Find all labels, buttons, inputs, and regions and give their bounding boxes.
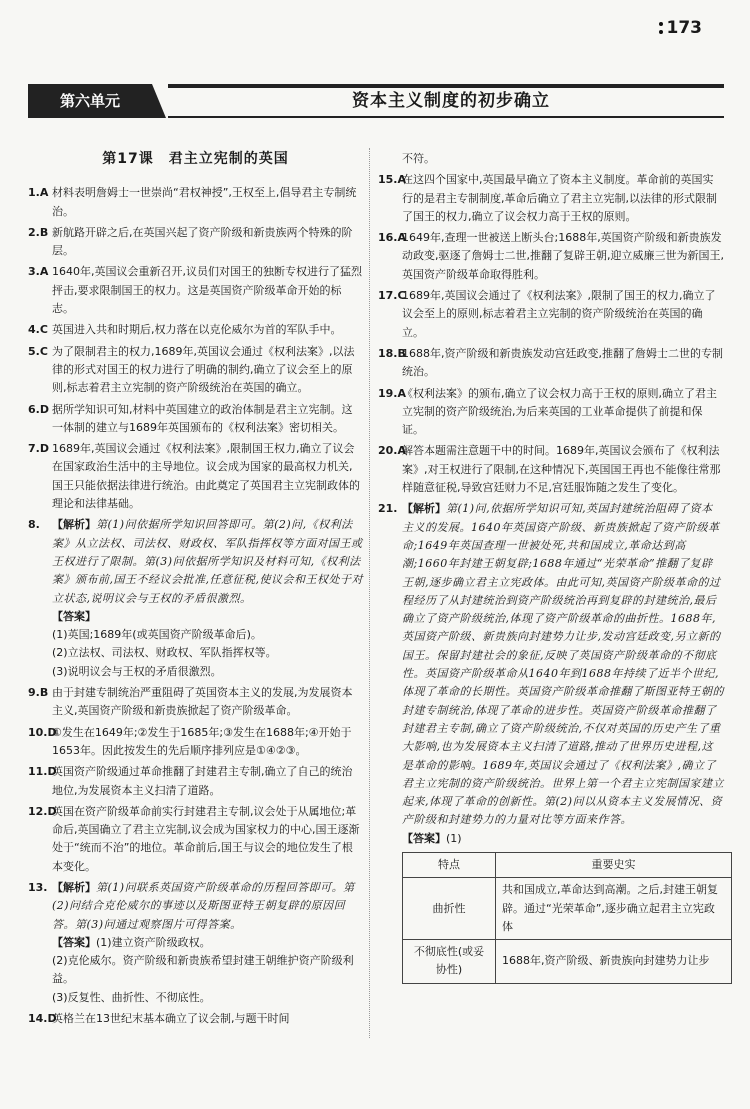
- answer-item: [28, 724, 363, 761]
- item-text: 材料表明詹姆士一世崇尚“君权神授”,王权至上,倡导君主专制统治。: [52, 186, 357, 218]
- item-text: 1649年,查理一世被送上断头台;1688年,英国资产阶级和新贵族发动政变,驱逐了詹姆士二世,推翻了复辟王朝,迎立威廉三世为新国王,英国资产阶级革命取得胜利。: [402, 231, 724, 281]
- answer-item: [28, 224, 363, 261]
- item-number: 18.B: [378, 346, 406, 360]
- answer-list-b: [28, 684, 363, 876]
- item-number: 20.A: [378, 444, 406, 458]
- answer-item-21: 21. 【解析】第(1)问,依据所学知识可知,英国封建统治阻碍了资本主义的发展。1640年英国资产阶级、新贵族掀起了资产阶级革命;1649年英国查理一世被处死,共和国成立,革命达到高潮;1660年封建王朝复辟;1688年通过“光荣革命”推翻了复辟王朝,逐步确立君主立宪政体。由此可知,英国资产阶级革命的过程经历了从封建统治到资产阶级统治再到复辟的封建统治,最后确立了资产阶级统治,体现了资产阶级革命的曲折性。1688年,英国资产阶级、新贵族向封建势力让步,发动宫廷政变,另立新的国王。保留封建社会的象征,反映了英国资产阶级革命的不彻底性。英国资产阶级革命从1640年到1688年持续了近半个世纪,体现了革命的长期性。英国资产阶级革命推翻了斯图亚特王朝的封建专制统治,体现了革命的进步性。英国资产阶级革命推翻了封建君主专制,确立了资产阶级统治,不仅对英国的历史产生了重大影响,也为发展资本主义扫清了道路,推动了世界历史进程,这是革命的影响。1689年,英国议会通过了《权利法案》,确立了君主立宪制的资产阶级统治。世界上第一个君主立宪制国家建立起来,体现了革命的创新性。第(2)问以从资本主义发展情况、资产阶级和封建势力的力量对比等方面来作答。 【答案】(1): [378, 502, 724, 845]
- item-number: 6.D: [28, 402, 49, 416]
- item-number: 3.A: [28, 265, 49, 279]
- answer-item: [28, 321, 363, 339]
- right-column: [378, 150, 724, 984]
- answer-item: [28, 263, 363, 318]
- answer-table: [402, 852, 732, 984]
- item-text: 英国资产阶级通过革命推翻了封建君主专制,确立了自己的统治地位,为发展资本主义扫清了道路。: [52, 765, 353, 797]
- answer-item-8: 8. 【解析】第(1)问依据所学知识回答即可。第(2)问,《权利法案》从立法权、司法权、财政权、军队指挥权等方面对国王或王权进行了限制。第(3)问依据所学知识及材料可知,《权利法案》颁布前,国王不经议会批准,任意征税,使议会和王权处于对立状态,说明议会与王权的矛盾很激烈。 【答案】 (1)英国;1689年(或英国资产阶级革命后)。 (2)立法权、司法权、财政权、军队指挥权等。 (3)说明议会与王权的矛盾很激烈。: [28, 518, 363, 678]
- answer-item: [28, 343, 363, 398]
- item-number: 2.B: [28, 225, 49, 239]
- table-row: 曲折性 共和国成立,革命达到高潮。之后,封建王朝复辟。通过“光荣革命”,逐步确立起君主立宪政体: [403, 878, 732, 940]
- item-number: 9.B: [28, 686, 49, 700]
- item-text: 新航路开辟之后,在英国兴起了资产阶级和新贵族两个特殊的阶层。: [52, 225, 353, 258]
- column-divider: [369, 148, 370, 1038]
- answer-item: [28, 184, 363, 221]
- item-text: 据所学知识可知,材料中英国建立的政治体制是君主立宪制。这一体制的建立与1689年英国颁布的《权利法案》密切相关。: [52, 402, 353, 434]
- answer-item: [28, 763, 363, 800]
- item-text: ①发生在1649年;②发生于1685年;③发生在1688年;④开始于1653年。因此按发生的先后顺序排列应是①④②③。: [52, 725, 352, 757]
- item-text: 1640年,英国议会重新召开,议员们对国王的独断专权进行了猛烈抨击,要求限制国王的权力。这是英国资产阶级革命开始的标志。: [52, 265, 362, 316]
- answer-item: [378, 150, 724, 168]
- item-text: 英国在资产阶级革命前实行封建君主专制,议会处于从属地位;革命后,英国确立了君主立宪制,议会成为国家权力的中心,国王逐渐处于“统而不治”的地位。革命前后,国王与议会的地位发生了根本变化。: [52, 804, 360, 873]
- item-number: 5.C: [28, 344, 48, 358]
- item-number: 19.A: [378, 386, 406, 400]
- item-number: 11.D: [28, 765, 57, 779]
- answer-item: [378, 287, 724, 342]
- item-text: 由于封建专制统治严重阻碍了英国资本主义的发展,为发展资本主义,英国资产阶级和新贵族掀起了资产阶级革命。: [52, 686, 353, 718]
- item-number: 15.A: [378, 173, 406, 187]
- item-text: 为了限制君主的权力,1689年,英国议会通过《权利法案》,以法律的形式对国王的权力进行了明确的制约,确立了议会至上的原则,标志着君主立宪制的资产阶级统治在英国的确立。: [52, 344, 355, 395]
- answer-item: [28, 684, 363, 721]
- item-number: 4.C: [28, 323, 48, 337]
- item-text: 1689年,英国议会通过《权利法案》,限制国王权力,确立了议会在国家政治生活中的主导地位。议会成为国家的最高权力机关,国王只能依据法律进行统治。由此奠定了英国君主立宪制政体的理论和法律基础。: [52, 442, 360, 511]
- answer-item: [28, 803, 363, 876]
- item-number: 17.C: [378, 289, 406, 303]
- left-column: [28, 150, 363, 1031]
- item-text: 不符。: [402, 152, 435, 165]
- item-number: 10.D: [28, 725, 57, 739]
- item-text: 解答本题需注意题干中的时间。1689年,英国议会颁布了《权利法案》,对王权进行了限制,在这种情况下,英国国王再也不能像往常那样随意征税,导致宫廷财力不足,宫廷服饰随之发生了变化。: [402, 444, 721, 495]
- unit-title: 资本主义制度的初步确立: [352, 91, 550, 111]
- item-number: 12.D: [28, 804, 57, 818]
- answer-item: [28, 401, 363, 438]
- item-number: 1.A: [28, 186, 49, 200]
- item-text: 《权利法案》的颁布,确立了议会权力高于王权的原则,确立了君主立宪制的资产阶级统治,为后来英国的工业革命提供了前提和保证。: [402, 386, 717, 437]
- item-number: 16.A: [378, 231, 406, 245]
- item-text: 1689年,英国议会通过了《权利法案》,限制了国王的权力,确立了议会至上的原则,标志着君主立宪制的资产阶级统治在英国的确立。: [402, 289, 716, 339]
- unit-header: [28, 84, 724, 118]
- answer-item: [378, 229, 724, 284]
- answer-item: [378, 345, 724, 382]
- item-number: 7.D: [28, 442, 49, 456]
- answer-item-13: 13. 【解析】第(1)问联系英国资产阶级革命的历程回答即可。第(2)问结合克伦威尔的事迹以及斯图亚特王朝复辟的原因回答。第(3)问通过观察图片可得答案。 【答案】(1)建立资产阶级政权。 (2)克伦威尔。资产阶级和新贵族希望封建王朝维护资产阶级利益。 (3)反复性、曲折性、不彻底性。: [28, 880, 355, 1004]
- lesson-title: 第17课 君主立宪制的英国: [102, 151, 289, 167]
- item-text: 英国进入共和时期后,权力落在以克伦威尔为首的军队手中。: [52, 323, 342, 337]
- page-number: 173: [659, 18, 703, 38]
- answer-item-14: 14.D 英格兰在13世纪末基本确立了议会制,与题干时间: [28, 1012, 290, 1026]
- page-marker-icon: [659, 22, 663, 34]
- table-header: 特点: [403, 852, 496, 877]
- item-text: 1688年,资产阶级和新贵族发动宫廷政变,推翻了詹姆士二世的专制统治。: [402, 346, 723, 379]
- unit-label: 第六单元: [28, 84, 152, 118]
- answer-item: [378, 171, 724, 226]
- header-rule-bottom: [168, 116, 724, 118]
- answer-item: [28, 440, 363, 513]
- answer-list-c: [378, 150, 724, 497]
- item-text: 在这四个国家中,英国最早确立了资本主义制度。革命前的英国实行的是君主专制制度,革命后确立了君主立宪制,以法律的形式限制了国王的权力,确立了议会权力高于王权的原则。: [402, 173, 717, 223]
- table-row: 不彻底性(或妥协性) 1688年,资产阶级、新贵族向封建势力让步: [403, 940, 732, 984]
- answer-item: [378, 385, 724, 440]
- answer-list-a: [28, 184, 363, 513]
- answer-item: [378, 442, 724, 497]
- table-header: 重要史实: [496, 852, 732, 877]
